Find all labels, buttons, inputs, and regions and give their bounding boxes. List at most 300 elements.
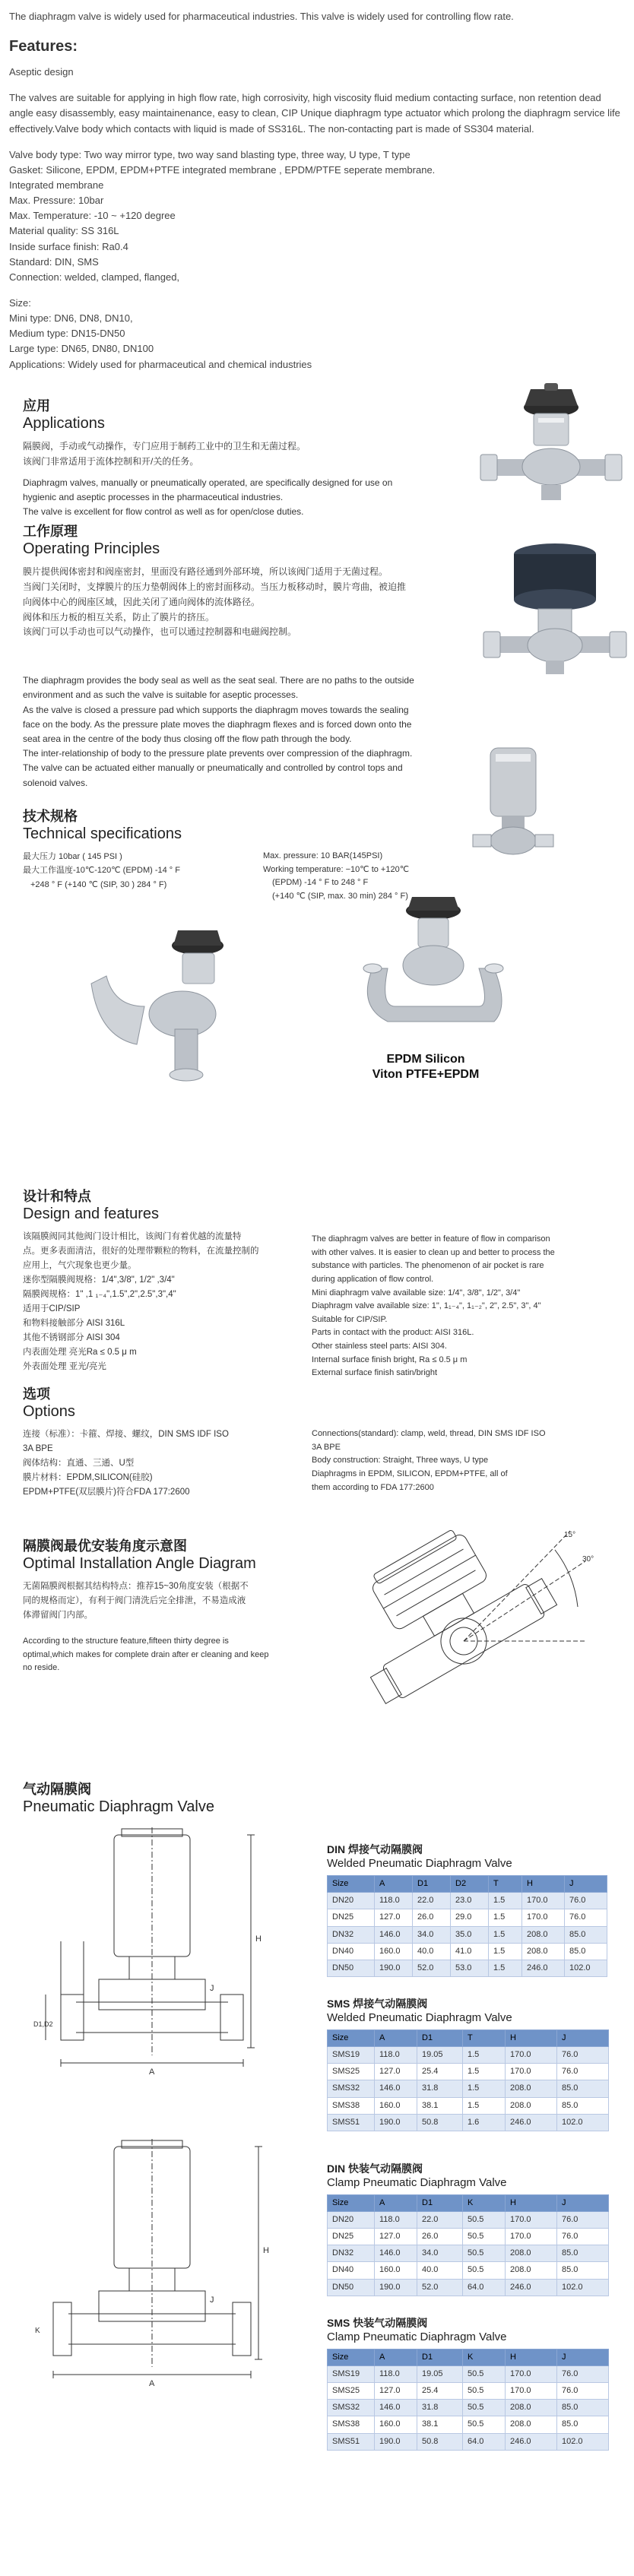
design-zh-line: 其他不锈钢部分 AISI 304 (23, 1333, 120, 1343)
table-cell: DN40 (328, 1943, 375, 1960)
table-cell: 41.0 (451, 1943, 489, 1960)
angle-section (23, 1530, 611, 1782)
table-title-zh: 快装气动隔膜阀 (353, 2316, 428, 2329)
table-cell: 85.0 (565, 1926, 607, 1943)
table-cell: DN20 (328, 1893, 375, 1909)
table-cell: 118.0 (375, 2047, 417, 2064)
table-header-cell: J (557, 2349, 609, 2366)
options-en-line: them according to FDA 177:2600 (312, 1482, 434, 1492)
design-title-zh: 设计和特点 (23, 1188, 91, 1204)
principles-en-line: solenoid valves. (23, 777, 88, 788)
aseptic-line: Aseptic design (9, 66, 74, 78)
table-cell: SMS51 (328, 2114, 375, 2131)
spec-line: Max. Temperature: -10 ~ +120 degree (9, 210, 176, 222)
principles-zh-line: 该阀门可以手动也可以气动操作，也可以通过控制器和电磁阀控制。 (23, 626, 297, 638)
table-cell: 146.0 (375, 2245, 417, 2262)
table-header-cell: H (506, 2030, 557, 2047)
table-header-cell: A (375, 2195, 417, 2212)
options-en-line: 3A BPE (312, 1442, 341, 1452)
table-cell: 31.8 (417, 2400, 463, 2416)
table-row (328, 2433, 609, 2450)
table-header-cell: A (375, 2349, 417, 2366)
applications-en-line: Diaphragm valves, manually or pneumatically operated, are specifically designed for use on (23, 477, 393, 488)
table-cell: 85.0 (557, 2245, 609, 2262)
principles-zh-line: 阀体和压力板的相互关系，防止了膜片的挤压。 (23, 611, 215, 623)
spec-tables (327, 1842, 616, 2451)
size-heading: Size: (9, 296, 31, 309)
table-cell: 76.0 (557, 2212, 609, 2229)
table-cell: 29.0 (451, 1909, 489, 1926)
dim-k-label: K (35, 2326, 40, 2335)
design-zh-line: 迷你型隔膜阀规格：1/4",3/8", 1/2" ,3/4" (23, 1275, 175, 1285)
table-standard: SMS (327, 1997, 350, 2010)
table-header-cell: Size (328, 1876, 375, 1893)
table-cell: 208.0 (506, 2416, 557, 2433)
features-paragraph: The valves are suitable for applying in high flow rate, high corrosivity, high viscosity fluid medium contacting surface, non retention dead angle easy disassembly, easy maintainenance, easy to clean, CIP Unique diaphragm type actuator which prolong the diaphragm service life effectively.Valve body which contacts with liquid is made of SS316L. The non-contacting part is made of SS304 material. (9, 92, 620, 135)
sms-welded-table (327, 2029, 609, 2131)
design-en-line: substance with particles. The phenomenon of air pocket is rare (312, 1261, 544, 1271)
table-standard: DIN (327, 2162, 346, 2175)
table-cell: 208.0 (522, 1926, 565, 1943)
dim-j-label: J (210, 1983, 214, 1993)
table-cell: 19.05 (417, 2366, 463, 2383)
din-welded-table (327, 1875, 607, 1976)
table-header-cell: K (463, 2349, 506, 2366)
table-cell: 246.0 (522, 1960, 565, 1976)
table-cell: 127.0 (375, 2229, 417, 2245)
size-line: Applications: Widely used for pharmaceutical and chemical industries (9, 358, 312, 370)
technical-zh-line: +248 ° F (+140 ℃ (SIP, 30 ) 284 ° F) (30, 879, 167, 889)
table-cell: 127.0 (375, 2383, 417, 2400)
table-header-cell: Size (328, 2349, 375, 2366)
design-en-line: Other stainless steel parts: AISI 304. (312, 1342, 447, 1351)
table-cell: 127.0 (375, 1909, 413, 1926)
table-cell: 64.0 (463, 2433, 506, 2450)
intro-paragraph: The diaphragm valve is widely used for pharmaceutical industries. This valve is widely used for controlling flow rate. (9, 11, 514, 22)
material-label: EPDM Silicon (386, 1052, 465, 1066)
table-row (328, 1926, 607, 1943)
principles-zh-line: 向阀体中心的阀座区域，因此关闭了通向阀体的流体路径。 (23, 596, 261, 607)
table-cell: SMS25 (328, 2383, 375, 2400)
table-cell: 40.0 (417, 2262, 463, 2279)
table-cell: 64.0 (463, 2279, 506, 2296)
table-cell: 190.0 (375, 2433, 417, 2450)
table-cell: 160.0 (375, 2262, 417, 2279)
design-en-line: Diaphragm valve available size: 1", 1₁₋₄", 1₁₋₂", 2", 2.5", 3", 4" (312, 1301, 541, 1311)
technical-en-line: Max. pressure: 10 BAR(145PSI) (263, 851, 383, 861)
catalog (0, 398, 634, 2446)
design-en-line: The diaphragm valves are better in feature of flow in comparison (312, 1234, 550, 1244)
table-cell: 208.0 (506, 2400, 557, 2416)
spec-table-block (327, 1997, 616, 2131)
table-cell: 85.0 (565, 1943, 607, 1960)
spec-table-block (327, 1842, 616, 1977)
dim-h-label: H (255, 1934, 262, 1944)
table-cell: DN32 (328, 1926, 375, 1943)
table-cell: 1.5 (463, 2080, 506, 2097)
table-cell: 1.5 (489, 1943, 522, 1960)
spec-line: Inside surface finish: Ra0.4 (9, 240, 128, 252)
table-cell: 160.0 (375, 2416, 417, 2433)
technical-en-line: (+140 ℃ (SIP, max. 30 min) 284 ° F) (272, 892, 408, 901)
table-cell: 1.5 (463, 2064, 506, 2080)
options-zh-line: 膜片材料：EPDM,SILICON(硅胶) (23, 1473, 153, 1483)
table-cell: DN50 (328, 2279, 375, 2296)
table-row (328, 2229, 609, 2245)
table-cell: 246.0 (506, 2433, 557, 2450)
table-cell: 31.8 (417, 2080, 463, 2097)
table-cell: 102.0 (565, 1960, 607, 1976)
design-en-line: during application of flow control. (312, 1275, 434, 1285)
table-header-cell: K (463, 2195, 506, 2212)
clamp-valve-drawing (30, 2139, 274, 2390)
table-cell: 50.8 (417, 2433, 463, 2450)
pneumatic-title-zh: 气动隔膜阀 (23, 1781, 91, 1797)
table-cell: 76.0 (557, 2383, 609, 2400)
table-cell: 1.5 (489, 1960, 522, 1976)
table-header-cell: D1 (413, 1876, 451, 1893)
table-cell: 1.5 (489, 1926, 522, 1943)
principles-en-line: The valve can be actuated either manually or pneumatically and controlled by control tops and (23, 762, 403, 774)
table-standard: DIN (327, 1842, 346, 1855)
design-section (23, 1189, 611, 1386)
table-header-cell: Size (328, 2195, 375, 2212)
table-cell: 190.0 (375, 1960, 413, 1976)
angle-label-15: 15° (564, 1530, 576, 1539)
design-zh-line: 应用上，气穴现象也更少量。 (23, 1261, 137, 1271)
table-cell: 50.5 (463, 2245, 506, 2262)
options-en-line: Body construction: Straight, Three ways, U type (312, 1456, 489, 1465)
table-cell: DN25 (328, 2229, 375, 2245)
principles-en-line: The diaphragm provides the body seal as well as the seat seal. There are no paths to the outside (23, 675, 414, 686)
installation-angle-diagram (334, 1516, 608, 1766)
table-cell: 22.0 (413, 1893, 451, 1909)
design-zh-line: 适用于CIP/SIP (23, 1304, 81, 1314)
din-clamp-table (327, 2194, 609, 2296)
table-cell: 76.0 (557, 2064, 609, 2080)
table-cell: 1.5 (463, 2097, 506, 2114)
design-zh-line: 外表面处理 亚光/亮光 (23, 1361, 106, 1371)
table-cell: 170.0 (506, 2366, 557, 2383)
principles-title-zh: 工作原理 (23, 523, 78, 539)
table-cell: 50.5 (463, 2212, 506, 2229)
table-row (328, 2114, 609, 2131)
options-title-zh: 选项 (23, 1386, 50, 1402)
table-cell: 85.0 (557, 2262, 609, 2279)
table-row (328, 1943, 607, 1960)
design-en-line: Parts in contact with the product: AISI 316L. (312, 1328, 474, 1338)
table-title-en: Welded Pneumatic Diaphragm Valve (327, 2010, 512, 2024)
applications-en-line: The valve is excellent for flow control as well as for open/close duties. (23, 506, 304, 518)
design-en-line: Internal surface finish bright, Ra ≤ 0.5 μ m (312, 1355, 468, 1364)
pneumatic-section (23, 1781, 611, 2446)
table-cell: 34.0 (413, 1926, 451, 1943)
spec-table-block (327, 2162, 616, 2296)
table-cell: 146.0 (375, 2400, 417, 2416)
table-row (328, 2279, 609, 2296)
table-cell: SMS38 (328, 2416, 375, 2433)
spec-line: Integrated membrane (9, 179, 104, 191)
table-cell: 40.0 (413, 1943, 451, 1960)
table-cell: 1.6 (463, 2114, 506, 2131)
table-cell: 170.0 (522, 1893, 565, 1909)
table-row (328, 2400, 609, 2416)
spec-line: Connection: welded, clamped, flanged, (9, 271, 180, 283)
table-header-cell: J (557, 2030, 609, 2047)
sms-clamp-table (327, 2349, 609, 2450)
design-zh-line: 点。更多表面清洁，很好的处理带颗粒的物料，在流量控制的 (23, 1247, 259, 1256)
table-row (328, 2047, 609, 2064)
table-cell: DN40 (328, 2262, 375, 2279)
size-line: Mini type: DN6, DN8, DN10, (9, 312, 133, 325)
table-title-zh: 焊接气动隔膜阀 (348, 1842, 423, 1855)
table-cell: 246.0 (506, 2279, 557, 2296)
table-cell: 118.0 (375, 2366, 417, 2383)
table-cell: 50.5 (463, 2229, 506, 2245)
table-cell: 38.1 (417, 2416, 463, 2433)
table-header-cell: H (506, 2195, 557, 2212)
table-row (328, 1909, 607, 1926)
table-row (328, 2064, 609, 2080)
table-cell: 127.0 (375, 2064, 417, 2080)
table-cell: 26.0 (417, 2229, 463, 2245)
manual-valve-image (471, 383, 631, 516)
angle-zh-line: 同的规格而定），有利于阀门清洗后完全排泄，不易造成液 (23, 1596, 246, 1606)
table-row (328, 2262, 609, 2279)
table-cell: 85.0 (557, 2080, 609, 2097)
table-header-cell: H (506, 2349, 557, 2366)
angle-zh-line: 无菌隔膜阀根据其结构特点：推荐15~30角度安装（根据不 (23, 1582, 249, 1592)
table-cell: 85.0 (557, 2400, 609, 2416)
options-en-line: Diaphragms in EPDM, SILICON, EPDM+PTFE, all of (312, 1469, 508, 1479)
principles-en-line: face on the body. As the pressure plate moves the diaphragm flexes and is forced down onto the (23, 718, 412, 730)
table-title-en: Clamp Pneumatic Diaphragm Valve (327, 2330, 507, 2343)
table-row (328, 2080, 609, 2097)
table-cell: 170.0 (506, 2212, 557, 2229)
table-title-en: Welded Pneumatic Diaphragm Valve (327, 1856, 512, 1870)
dim-a-label: A (149, 2378, 155, 2388)
intro-section (0, 0, 634, 372)
table-cell: 35.0 (451, 1926, 489, 1943)
table-cell: SMS25 (328, 2064, 375, 2080)
spec-line: Max. Pressure: 10bar (9, 195, 104, 207)
angle-zh-line: 体滞留阀门内部。 (23, 1611, 93, 1621)
actuator-valve-image (471, 740, 555, 862)
options-zh-line: 连接（标准）：卡箍、焊接、螺纹，DIN SMS IDF ISO (23, 1430, 229, 1440)
table-row (328, 2416, 609, 2433)
angle-title-en: Optimal Installation Angle Diagram (23, 1555, 256, 1573)
applications-section (23, 398, 611, 524)
dim-j-label: J (210, 2295, 214, 2305)
table-cell: 170.0 (506, 2064, 557, 2080)
design-title-en: Design and features (23, 1206, 160, 1223)
table-cell: 190.0 (375, 2279, 417, 2296)
size-line: Large type: DN65, DN80, DN100 (9, 343, 154, 355)
table-cell: 26.0 (413, 1909, 451, 1926)
three-way-valve-image (84, 923, 266, 1082)
table-cell: 53.0 (451, 1960, 489, 1976)
design-en-line: Mini diaphragm valve available size: 1/4", 3/8", 1/2", 3/4" (312, 1288, 521, 1298)
table-cell: 170.0 (506, 2383, 557, 2400)
table-cell: 50.5 (463, 2262, 506, 2279)
table-cell: 22.0 (417, 2212, 463, 2229)
spec-list (9, 147, 625, 285)
angle-label-30: 30° (582, 1554, 594, 1564)
table-cell: 170.0 (506, 2229, 557, 2245)
principles-title-en: Operating Principles (23, 540, 160, 558)
table-header-cell: J (557, 2195, 609, 2212)
table-cell: 246.0 (506, 2114, 557, 2131)
technical-en-line: (EPDM) -14 ° F to 248 ° F (272, 878, 369, 888)
table-cell: 1.5 (489, 1909, 522, 1926)
table-cell: 25.4 (417, 2064, 463, 2080)
table-cell: DN25 (328, 1909, 375, 1926)
angle-en-line: optimal,which makes for complete drain after er cleaning and keep (23, 1649, 269, 1659)
table-header-cell: D2 (451, 1876, 489, 1893)
dim-h-label: H (263, 2245, 269, 2255)
spec-line: Valve body type: Two way mirror type, two way sand blasting type, three way, U type, T type (9, 148, 411, 160)
table-cell: 23.0 (451, 1893, 489, 1909)
design-en-line: Suitable for CIP/SIP. (312, 1314, 388, 1324)
spec-table-block (327, 2316, 616, 2451)
principles-en-line: The inter-relationship of body to the pressure plate prevents over compression of the diaphragm. (23, 748, 413, 759)
technical-zh-line: 最大工作温度-10℃-120℃ (EPDM) -14 ° F (23, 866, 180, 876)
spec-line: Material quality: SS 316L (9, 225, 119, 237)
table-row (328, 2245, 609, 2262)
table-header-cell: D1 (417, 2195, 463, 2212)
table-cell: 50.8 (417, 2114, 463, 2131)
table-row (328, 2383, 609, 2400)
table-cell: 85.0 (557, 2097, 609, 2114)
table-cell: 76.0 (565, 1909, 607, 1926)
table-cell: 118.0 (375, 1893, 413, 1909)
table-header-cell: T (489, 1876, 522, 1893)
table-cell: 118.0 (375, 2212, 417, 2229)
table-header-cell: D1 (417, 2030, 463, 2047)
options-title-en: Options (23, 1403, 75, 1421)
angle-en-line: According to the structure feature,fifteen thirty degree is (23, 1637, 229, 1646)
table-row (328, 1893, 607, 1909)
table-cell: SMS51 (328, 2433, 375, 2450)
table-cell: 208.0 (506, 2097, 557, 2114)
table-cell: 52.0 (413, 1960, 451, 1976)
table-cell: SMS19 (328, 2366, 375, 2383)
table-header-cell: T (463, 2030, 506, 2047)
applications-title-zh: 应用 (23, 398, 50, 413)
table-cell: DN32 (328, 2245, 375, 2262)
table-cell: 1.5 (463, 2047, 506, 2064)
principles-en-line: As the valve is closed a pressure pad which supports the diaphragm moves towards the sealing (23, 704, 409, 715)
table-cell: 50.5 (463, 2383, 506, 2400)
technical-en-line: Working temperature: −10℃ to +120℃ (263, 864, 410, 874)
table-header-cell: J (565, 1876, 607, 1893)
technical-zh-line: 最大压力 10bar ( 145 PSI ) (23, 852, 122, 862)
table-cell: 160.0 (375, 2097, 417, 2114)
table-cell: 146.0 (375, 1926, 413, 1943)
table-title-zh: 焊接气动隔膜阀 (353, 1997, 428, 2010)
pneumatic-valve-image (479, 539, 631, 680)
applications-zh-line: 隔膜阀，手动或气动操作，专门应用于制药工业中的卫生和无菌过程。 (23, 441, 306, 452)
table-cell: 160.0 (375, 1943, 413, 1960)
table-cell: 170.0 (506, 2047, 557, 2064)
angle-en-line: no reside. (23, 1663, 60, 1673)
table-title-zh: 快装气动隔膜阀 (348, 2162, 423, 2175)
table-cell: SMS32 (328, 2080, 375, 2097)
table-cell: 1.5 (489, 1893, 522, 1909)
technical-title-en: Technical specifications (23, 825, 182, 843)
design-en-line: with other valves. It is easier to clean up and better to process the (312, 1247, 555, 1257)
material-label: Viton PTFE+EPDM (372, 1068, 480, 1082)
design-zh-line: 隔膜阀规格：1" ,1 ₁₋₄",1.5",2",2.5",3",4" (23, 1290, 176, 1300)
applications-title-en: Applications (23, 415, 105, 433)
principles-zh-line: 膜片提供阀体密封和阀座密封，里面没有路径通到外部环境，所以该阀门适用于无菌过程。 (23, 566, 388, 578)
table-cell: 38.1 (417, 2097, 463, 2114)
table-title-en: Clamp Pneumatic Diaphragm Valve (327, 2175, 507, 2189)
welded-valve-drawing (30, 1827, 274, 2086)
principles-en-line: environment and as such the valve is suitable for aseptic processes. (23, 689, 299, 701)
technical-title-zh: 技术规格 (23, 808, 78, 824)
table-cell: 25.4 (417, 2383, 463, 2400)
applications-zh-line: 该阀门非常适用于流体控制和开/关的任务。 (23, 456, 199, 467)
table-cell: 85.0 (557, 2416, 609, 2433)
table-header-cell: A (375, 1876, 413, 1893)
dim-a-label: A (149, 2067, 155, 2077)
table-cell: DN50 (328, 1960, 375, 1976)
table-row (328, 2097, 609, 2114)
table-header-cell: H (522, 1876, 565, 1893)
table-cell: 208.0 (506, 2080, 557, 2097)
design-zh-line: 该隔膜阀同其他阀门设计相比，该阀门有着优越的流量特 (23, 1232, 242, 1242)
table-cell: 190.0 (375, 2114, 417, 2131)
table-header-cell: D1 (417, 2349, 463, 2366)
u-type-valve-image (342, 892, 525, 1037)
table-cell: 76.0 (557, 2229, 609, 2245)
table-header-cell: A (375, 2030, 417, 2047)
applications-en-line: hygienic and aseptic processes in the pharmaceutical industries. (23, 492, 284, 503)
table-standard: SMS (327, 2316, 350, 2329)
table-cell: 146.0 (375, 2080, 417, 2097)
principles-zh-line: 当阀门关闭时，支撑膜片的压力垫朝阀体上的密封面移动。当压力板移动时，膜片弯曲，被迫推 (23, 581, 407, 593)
table-cell: 76.0 (557, 2047, 609, 2064)
options-en-line: Connections(standard): clamp, weld, thread, DIN SMS IDF ISO (312, 1429, 546, 1439)
table-row (328, 2366, 609, 2383)
table-cell: SMS32 (328, 2400, 375, 2416)
table-cell: 102.0 (557, 2433, 609, 2450)
spec-line: Gasket: Silicone, EPDM, EPDM+PTFE integrated membrane , EPDM/PTFE seperate membrane. (9, 163, 436, 176)
angle-title-zh: 隔膜阀最优安装角度示意图 (23, 1538, 187, 1554)
spec-line: Standard: DIN, SMS (9, 255, 99, 268)
design-zh-line: 和物料接触部分 AISI 316L (23, 1319, 125, 1329)
size-line: Medium type: DN15-DN50 (9, 328, 125, 340)
table-cell: SMS38 (328, 2097, 375, 2114)
table-cell: 50.5 (463, 2366, 506, 2383)
design-zh-line: 内表面处理 亮光Ra ≤ 0.5 μ m (23, 1348, 137, 1358)
table-cell: SMS19 (328, 2047, 375, 2064)
table-cell: 170.0 (522, 1909, 565, 1926)
table-cell: 52.0 (417, 2279, 463, 2296)
table-cell: 34.0 (417, 2245, 463, 2262)
table-cell: 76.0 (557, 2366, 609, 2383)
table-cell: DN20 (328, 2212, 375, 2229)
principles-en-line: seat area in the centre of the body thus closing off the flow path through the body. (23, 734, 352, 744)
options-zh-line: 阀体结构：直通、三通、U型 (23, 1459, 135, 1469)
features-heading: Features: (9, 38, 78, 55)
technical-section (23, 809, 611, 1189)
design-en-line: External surface finish satin/bright (312, 1368, 438, 1378)
options-zh-line: 3A BPE (23, 1444, 53, 1454)
table-row (328, 1960, 607, 1976)
table-row (328, 2212, 609, 2229)
